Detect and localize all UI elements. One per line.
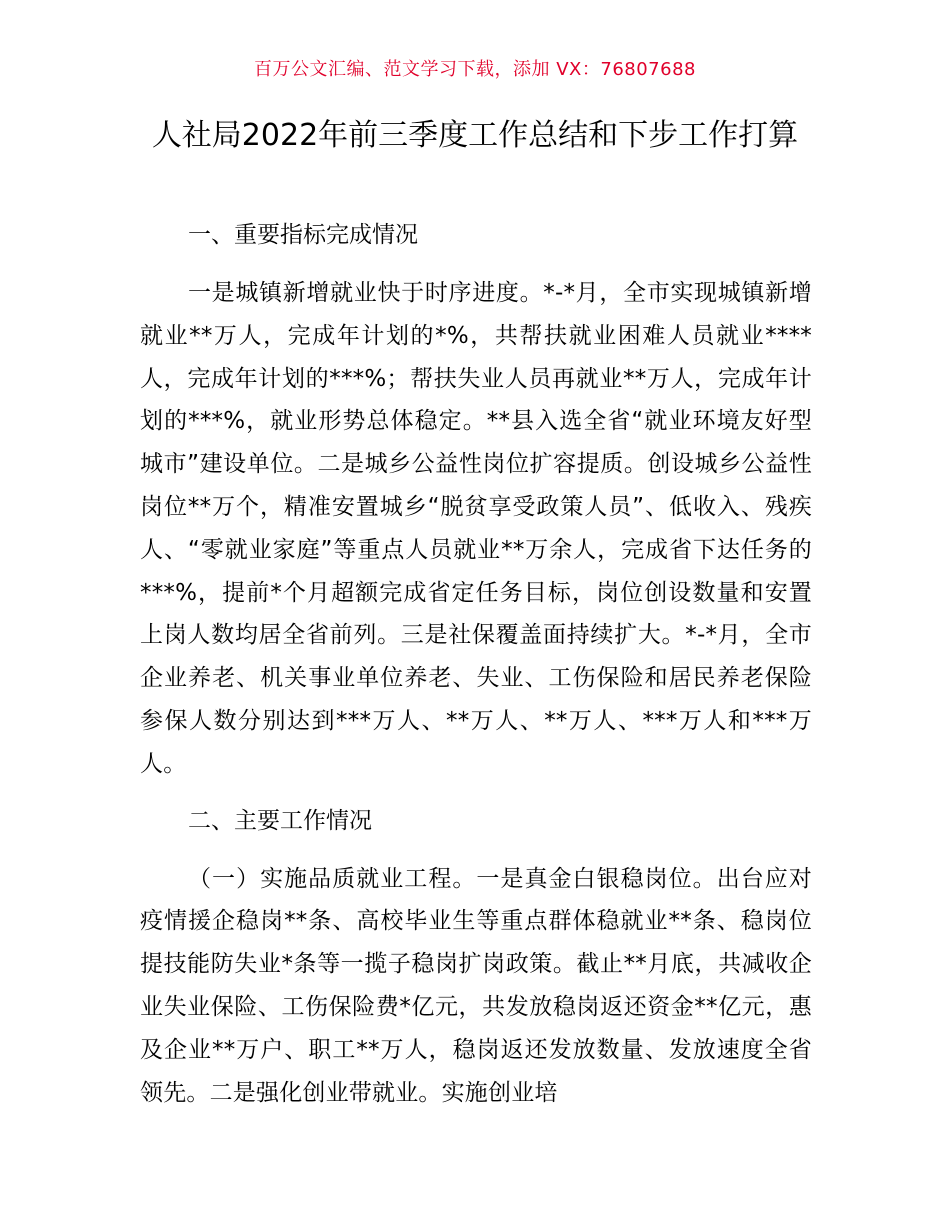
watermark-text: 百万公文汇编、范文学习下载，添加 VX：76807688 <box>254 59 696 80</box>
section-heading-2: 二、主要工作情况 <box>188 807 372 834</box>
section-paragraph-1: 一是城镇新增就业快于时序进度。*-*月，全市实现城镇新增就业**万人，完成年计划的*%，共帮扶就业困难人员就业****人，完成年计划的***%；帮扶失业人员再就业**万人，完成年计划的***%，就业形势总体稳定。**县入选全省“就业环境友好型城市”建设单位。二是城乡公益性岗位扩容提质。创设城乡公益性岗位**万个，精准安置城乡“脱贫享受政策人员”、低收入、残疾人、“零就业家庭”等重点人员就业**万余人，完成省下达任务的***%，提前*个月超额完成省定任务目标，岗位创设数量和安置上岗人数均居全省前列。三是社保覆盖面持续扩大。*-*月，全市企业养老、机关事业单位养老、失业、工伤保险和居民养老保险参保人数分别达到***万人、**万人、**万人、***万人和***万人。 <box>140 280 812 777</box>
document-body <box>140 214 812 1128</box>
document-title: 人社局2022年前三季度工作总结和下步工作打算 <box>151 118 799 153</box>
section-heading-1: 一、重要指标完成情况 <box>188 222 418 248</box>
section-paragraph-2: （一）实施品质就业工程。一是真金白银稳岗位。出台应对疫情援企稳岗**条、高校毕业生等重点群体稳就业**条、稳岗位提技能防失业*条等一揽子稳岗扩岗政策。截止**月底，共减收企业失业保险、工伤保险费*亿元，共发放稳岗返还资金**亿元，惠及企业**万户、职工**万人，稳岗返还发放数量、发放速度全省领先。二是强化创业带就业。实施创业培 <box>140 865 812 1106</box>
